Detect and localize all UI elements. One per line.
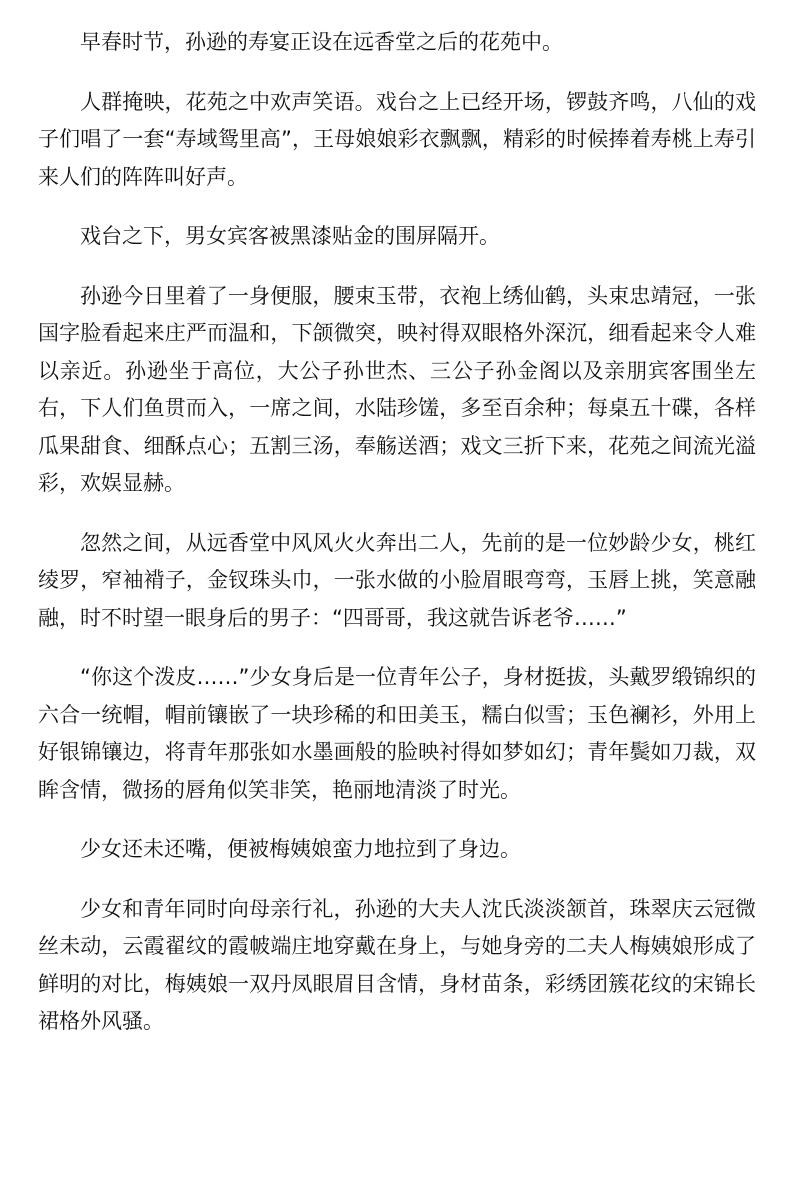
paragraph-8: 少女和青年同时向母亲行礼，孙逊的大夫人沈氏淡淡颔首，珠翠庆云冠微丝未动，云霞翟纹的霞帔端庄地穿戴在身上，与她身旁的二夫人梅姨娘形成了鲜明的对比，梅姨娘一双丹凤眼眉目含情，身材苗条，彩绣团簇花纹的宋锦长裙格外风骚。	[38, 896, 756, 1033]
paragraph-6: “你这个泼皮……”少女身后是一位青年公子，身材挺拔，头戴罗缎锦织的六合一统帽，帽前镶嵌了一块珍稀的和田美玉，糯白似雪；玉色襕衫，外用上好银锦镶边，将青年那张如水墨画般的脸映衬得如梦如幻；青年鬓如刀裁，双眸含情，微扬的唇角似笑非笑，艳丽地清淡了时光。	[38, 665, 756, 802]
paragraph-7: 少女还未还嘴，便被梅姨娘蛮力地拉到了身边。	[80, 837, 521, 861]
paragraph-1: 早春时节，孙逊的寿宴正设在远香堂之后的花苑中。	[80, 30, 563, 54]
paragraph-4: 孙逊今日里着了一身便服，腰束玉带，衣袍上绣仙鹤，头束忠靖冠，一张国字脸看起来庄严而温和，下颌微突，映衬得双眼格外深沉，细看起来令人难以亲近。孙逊坐于高位，大公子孙世杰、三公子孙金阁以及亲朋宾客围坐左右，下人们鱼贯而入，一席之间，水陆珍馐，多至百余种；每桌五十碟，各样瓜果甜食、细酥点心；五割三汤，奉觞送酒；戏文三折下来，花苑之间流光溢彩，欢娱显赫。	[38, 283, 756, 495]
paragraph-2: 人群掩映，花苑之中欢声笑语。戏台之上已经开场，锣鼓齐鸣，八仙的戏子们唱了一套“寿域鸳里高”，王母娘娘彩衣飘飘，精彩的时候捧着寿桃上寿引来人们的阵阵叫好声。	[38, 89, 756, 189]
paragraph-5: 忽然之间，从远香堂中风风火火奔出二人，先前的是一位妙龄少女，桃红绫罗，窄袖褙子，金钗珠头巾，一张水做的小脸眉眼弯弯，玉唇上挑，笑意融融，时不时望一眼身后的男子：“四哥哥，我这就告诉老爷……”	[38, 530, 756, 630]
paragraph-3: 戏台之下，男女宾客被黑漆贴金的围屏隔开。	[80, 224, 500, 248]
